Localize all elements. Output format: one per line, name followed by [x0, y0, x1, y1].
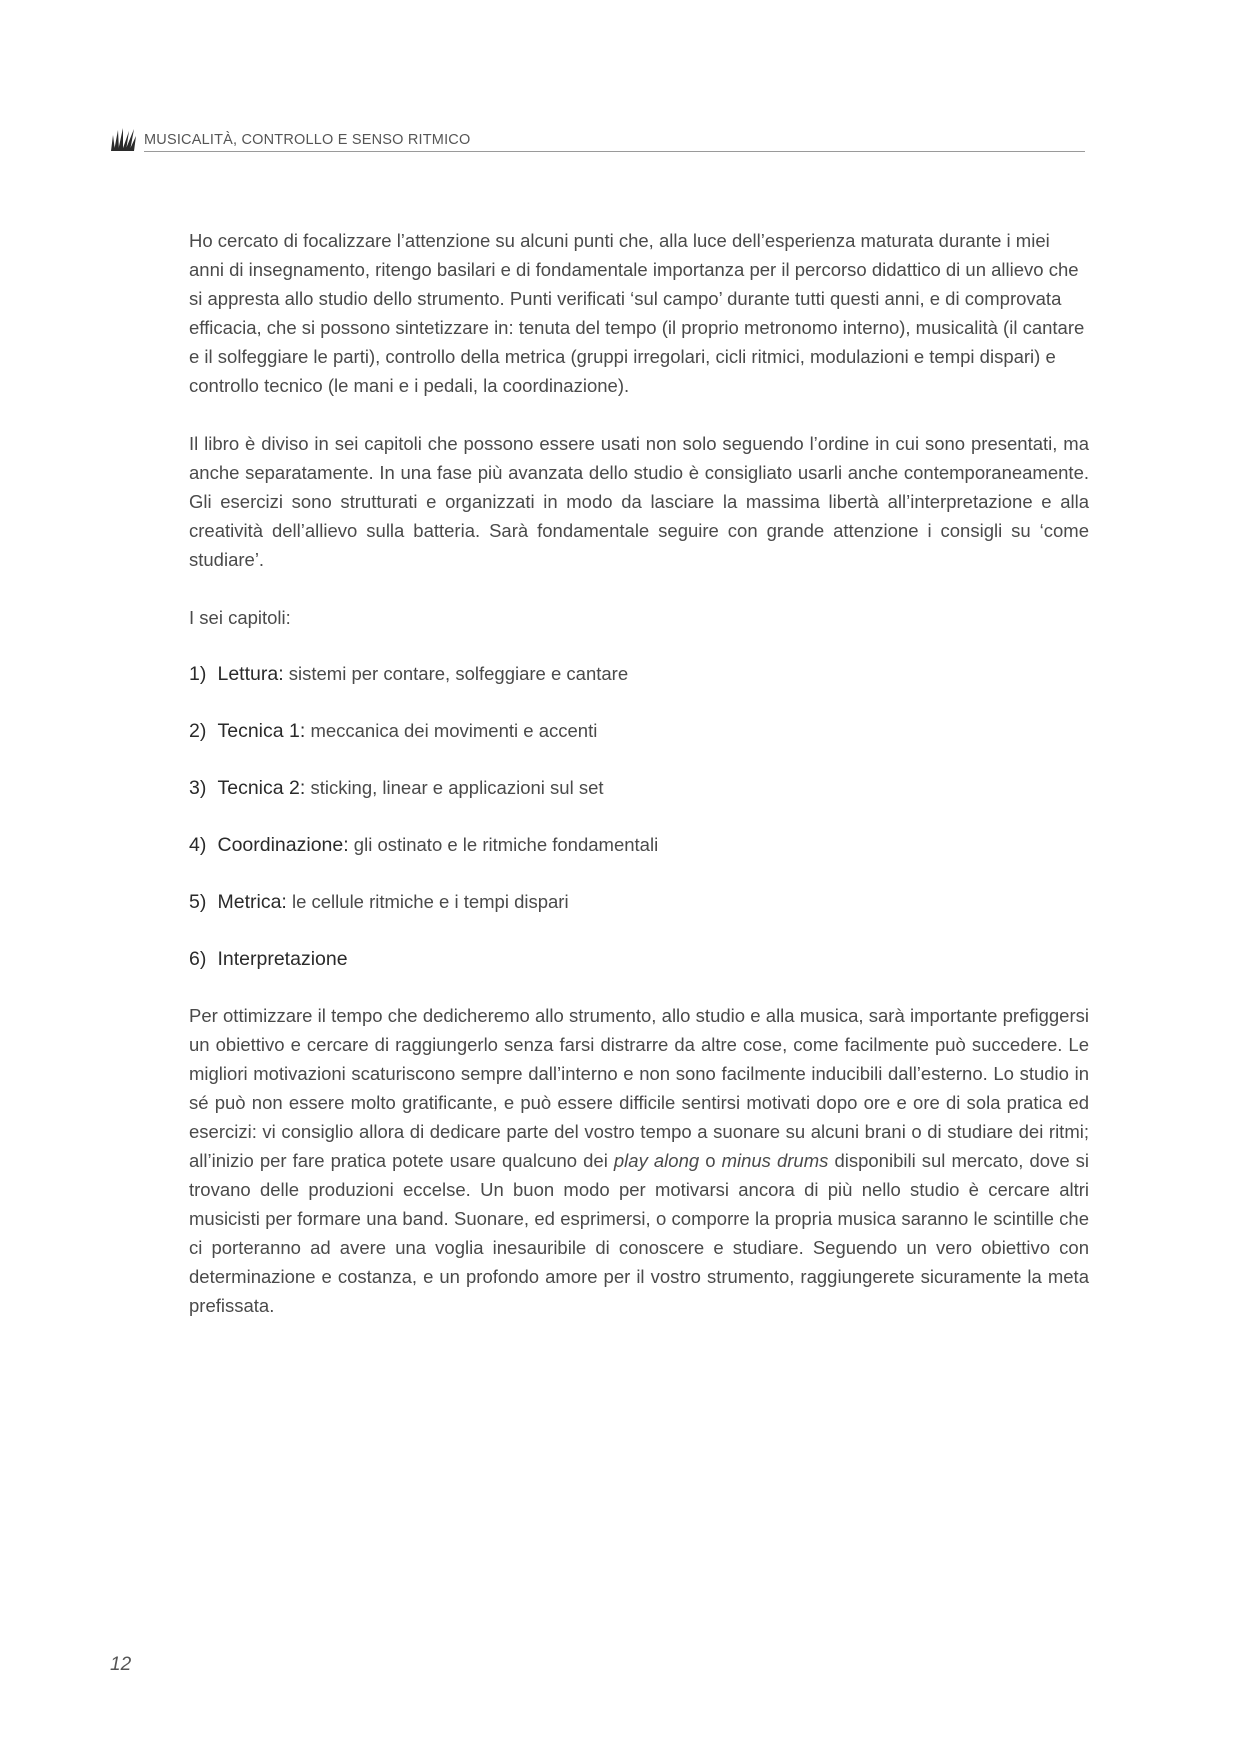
chapter-title: Tecnica 1: — [217, 720, 306, 742]
chapter-description: gli ostinato e le ritmiche fondamentali — [353, 834, 659, 855]
chapter-item — [189, 887, 1089, 916]
chapter-item — [189, 659, 1089, 688]
running-header — [110, 126, 1085, 152]
chapter-number: 1) — [189, 663, 207, 685]
header-rule — [144, 126, 1085, 152]
closing-text-part-2: disponibili sul mercato, dove si trovano delle produzioni eccelse. Un buon modo per motivarsi ancora di più nello studio è cercare altri musicisti per formare una band. Suonare, ed esprimersi, o comporre la propria musica saranno le scintille che ci porteranno ad avere una voglia inesauribile di conoscere e studiare. Seguendo un vero obiettivo con determinazione e costanza, e un profondo amore per il vostro strumento, raggiungerete sicuramente la meta prefissata. — [189, 1150, 1090, 1316]
chapters-intro: I sei capitoli: — [189, 607, 291, 628]
page-body — [189, 226, 1089, 1349]
chapter-number: 5) — [189, 891, 207, 913]
chapter-title: Coordinazione: — [217, 834, 349, 856]
chapter-title: Tecnica 2: — [217, 777, 306, 799]
chapter-description: sistemi per contare, solfeggiare e cantare — [288, 663, 629, 684]
chapter-number: 6) — [189, 948, 207, 970]
chapter-title: Metrica: — [217, 891, 287, 913]
intro-paragraph-2: Il libro è diviso in sei capitoli che possono essere usati non solo seguendo l’ordine in cui sono presentati, ma anche separatamente. In una fase più avanzata dello studio è consigliato usarli anche contemporaneamente. Gli esercizi sono strutturati e organizzati in modo da lasciare la massima libertà all’interpretazione e alla creatività dell’allievo sulla batteria. Sarà fondamentale seguire con grande attenzione i consigli su ‘come studiare’. — [189, 433, 1089, 570]
chapter-item — [189, 716, 1089, 745]
intro-paragraph-1: Ho cercato di focalizzare l’attenzione su alcuni punti che, alla luce dell’esperienza maturata durante i miei anni di insegnamento, ritengo basilari e di fondamentale importanza per il percorso didattico di un allievo che si appresta allo studio dello strumento. Punti verificati ‘sul campo’ durante tutti questi anni, e di comprovata efficacia, che si possono sintetizzare in: tenuta del tempo (il proprio metronomo interno), musicalità (il cantare e il solfeggiare le parti), controllo della metrica (gruppi irregolari, cicli ritmici, modulazioni e tempi dispari) e controllo tecnico (le mani e i pedali, la coordinazione). — [189, 230, 1085, 396]
chapter-number: 4) — [189, 834, 207, 856]
chapter-number: 3) — [189, 777, 207, 799]
chapter-description: sticking, linear e applicazioni sul set — [310, 777, 604, 798]
chapter-title: Interpretazione — [217, 948, 348, 970]
chapter-number: 2) — [189, 720, 207, 742]
play-along-term: play along — [613, 1150, 700, 1171]
closing-connector: o — [705, 1150, 716, 1171]
stylized-grass-logo-icon — [110, 126, 136, 152]
page-number: 12 — [110, 1654, 132, 1675]
chapter-list — [189, 659, 1089, 973]
closing-paragraph — [189, 1001, 1089, 1320]
chapter-description: meccanica dei movimenti e accenti — [310, 720, 598, 741]
chapter-item — [189, 944, 1089, 973]
chapter-item — [189, 830, 1089, 859]
chapter-title: Lettura: — [217, 663, 284, 685]
chapter-item — [189, 773, 1089, 802]
chapter-description: le cellule ritmiche e i tempi dispari — [291, 891, 569, 912]
closing-text-part-1: Per ottimizzare il tempo che dedicheremo allo strumento, allo studio e alla musica, sarà importante prefiggersi un obiettivo e cercare di raggiungerlo senza farsi distrarre da altre cose, come facilmente può succedere. Le migliori motivazioni scaturiscono sempre dall’interno e non sono facilmente inducibili dall’esterno. Lo studio in sé può non essere molto gratificante, e può essere difficile sentirsi motivati dopo ore e ore di sola pratica ed esercizi: vi consiglio allora di dedicare parte del vostro tempo a suonare su alcuni brani o di studiare dei ritmi; all’inizio per fare pratica potete usare qualcuno dei — [189, 1005, 1089, 1171]
running-header-title: MUSICALITÀ, CONTROLLO E SENSO RITMICO — [144, 132, 471, 148]
minus-drums-term: minus drums — [721, 1150, 829, 1171]
